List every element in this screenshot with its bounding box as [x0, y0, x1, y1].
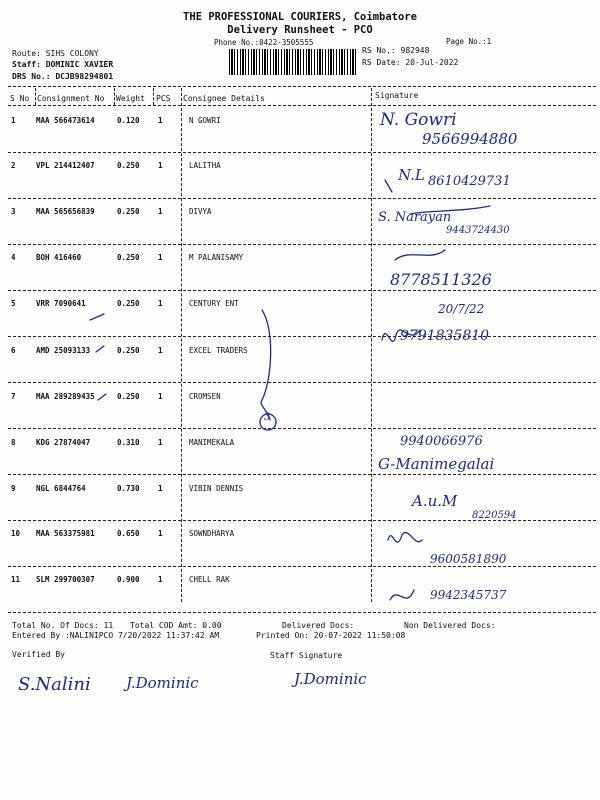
row-weight: 0.730: [117, 484, 140, 493]
phone-number: Phone No.:0422-3505555: [214, 38, 314, 47]
row-consignee: MANIMEKALA: [189, 438, 235, 447]
row-consignee: M PALANISAMY: [189, 253, 244, 262]
row-divider: [8, 382, 596, 383]
row-consignment: AMD 25093133: [36, 346, 91, 355]
row-sno: 9: [11, 484, 16, 493]
handwritten-signature: N.L: [398, 166, 425, 184]
entered-by: Entered By :NALINIPCO 7/20/2022 11:37:42 AM: [12, 631, 220, 640]
delivered-docs: Delivered Docs:: [282, 621, 355, 630]
total-cod: Total COD Amt: 0.00: [130, 621, 222, 630]
handwritten-phone: 9566994880: [422, 130, 518, 148]
row-consignment: MAA 566473614: [36, 116, 95, 125]
row-consignee: CHELL RAK: [189, 575, 230, 584]
row-sno: 4: [11, 253, 16, 262]
col-sep-3: [153, 88, 154, 105]
header-rule-bottom: [8, 105, 596, 106]
col-signature: Signature: [375, 91, 419, 100]
handwritten-signature: S. Narayan: [378, 210, 452, 225]
staff-signature-left: J.Dominic: [126, 674, 199, 692]
row-consignee: N GOWRI: [189, 116, 221, 125]
row-weight: 0.310: [117, 438, 140, 447]
col-sno: S No: [10, 94, 30, 103]
row-sno: 3: [11, 207, 16, 216]
row-weight: 0.250: [117, 253, 140, 262]
row-pcs: 1: [158, 207, 163, 216]
col-pcs: PCS: [156, 94, 171, 103]
row-divider: [8, 198, 596, 199]
row-sno: 6: [11, 346, 16, 355]
row-divider: [8, 336, 596, 337]
row-consignment: MAA 563375981: [36, 529, 95, 538]
row-divider: [8, 612, 596, 613]
col-sep-5: [371, 88, 372, 602]
row-pcs: 1: [158, 116, 163, 125]
col-weight: Weight: [116, 94, 145, 103]
row-divider: [8, 428, 596, 429]
row-consignee: SOWNDHARYA: [189, 529, 235, 538]
staff-label: Staff: DOMINIC XAVIER: [12, 60, 114, 69]
row-consignee: CROMSEN: [189, 392, 221, 401]
row-weight: 0.650: [117, 529, 140, 538]
handwritten-phone: 8778511326: [390, 270, 492, 289]
row-weight: 0.250: [117, 346, 140, 355]
row-consignee: CENTURY ENT: [189, 299, 239, 308]
row-divider: [8, 244, 596, 245]
barcode-image: [229, 49, 357, 75]
col-details: Consignee Details: [183, 94, 265, 103]
row-weight: 0.250: [117, 392, 140, 401]
row-consignment: NGL 6844764: [36, 484, 86, 493]
row-consignee: LALITHA: [189, 161, 221, 170]
margin-note: 3: [264, 412, 271, 423]
drs-number: DRS No.: DCJB98294801: [12, 72, 114, 81]
route-label: Route: SIHS COLONY: [12, 49, 99, 58]
row-sno: 2: [11, 161, 16, 170]
row-consignment: VRR 7090641: [36, 299, 86, 308]
row-consignee: EXCEL TRADERS: [189, 346, 248, 355]
row-divider: [8, 474, 596, 475]
row-consignment: MAA 289289435: [36, 392, 95, 401]
row-pcs: 1: [158, 346, 163, 355]
company-title: THE PROFESSIONAL COURIERS, Coimbatore: [183, 11, 417, 23]
row-consignment: SLM 299700307: [36, 575, 95, 584]
row-pcs: 1: [158, 161, 163, 170]
row-pcs: 1: [158, 253, 163, 262]
row-sno: 1: [11, 116, 16, 125]
rs-date: RS Date: 20-Jul-2022: [362, 58, 459, 67]
row-sno: 7: [11, 392, 16, 401]
header-rule-top: [8, 86, 596, 87]
row-weight: 0.250: [117, 207, 140, 216]
row-sno: 11: [11, 575, 21, 584]
handwritten-phone: 8220594: [472, 510, 517, 521]
rs-number: RS No.: 982948: [362, 46, 430, 55]
total-docs: Total No. Of Docs: 11: [12, 621, 114, 630]
row-divider: [8, 290, 596, 291]
row-divider: [8, 152, 596, 153]
row-pcs: 1: [158, 392, 163, 401]
staff-signature-right: J.Dominic: [294, 670, 367, 688]
col-consignment: Consignment No: [37, 94, 105, 103]
row-sno: 10: [11, 529, 21, 538]
handwritten-signature: G-Manimegalai: [378, 455, 495, 473]
verifier-signature: S.Nalini: [18, 674, 91, 695]
row-consignee: VIBIN DENNIS: [189, 484, 244, 493]
handwritten-phone: 8610429731: [428, 174, 511, 189]
row-pcs: 1: [158, 438, 163, 447]
printed-on: Printed On: 20-07-2022 11:50:08: [256, 631, 406, 640]
row-divider: [8, 566, 596, 567]
handwritten-phone: 9940066976: [400, 434, 483, 449]
handwritten-signature: A.u.M: [412, 492, 458, 510]
col-sep-2: [114, 88, 115, 105]
row-sno: 5: [11, 299, 16, 308]
handwritten-phone: 9791835810: [400, 328, 490, 344]
handwritten-phone: 9942345737: [430, 588, 507, 602]
row-consignment: MAA 565656839: [36, 207, 95, 216]
row-consignment: KDG 27874047: [36, 438, 91, 447]
staff-signature-label: Staff Signature: [270, 651, 343, 660]
row-pcs: 1: [158, 575, 163, 584]
handwritten-date: 20/7/22: [438, 302, 485, 316]
row-pcs: 1: [158, 484, 163, 493]
page-number: Page No.:1: [446, 37, 492, 46]
handwritten-signature: N. Gowri: [380, 110, 457, 130]
row-pcs: 1: [158, 299, 163, 308]
verified-by-label: Verified By: [12, 650, 65, 659]
row-weight: 0.250: [117, 161, 140, 170]
row-consignment: VPL 214412407: [36, 161, 95, 170]
handwritten-phone: 9443724430: [446, 225, 510, 236]
handwritten-phone: 9600581890: [430, 552, 507, 566]
row-weight: 0.900: [117, 575, 140, 584]
col-sep-4: [181, 88, 182, 602]
row-weight: 0.120: [117, 116, 140, 125]
runsheet-subtitle: Delivery Runsheet - PCO: [227, 24, 373, 36]
row-consignee: DIVYA: [189, 207, 212, 216]
row-consignment: BOH 416460: [36, 253, 82, 262]
non-delivered-docs: Non Delivered Docs:: [404, 621, 496, 630]
row-sno: 8: [11, 438, 16, 447]
row-pcs: 1: [158, 529, 163, 538]
row-weight: 0.250: [117, 299, 140, 308]
col-sep-1: [35, 88, 36, 105]
